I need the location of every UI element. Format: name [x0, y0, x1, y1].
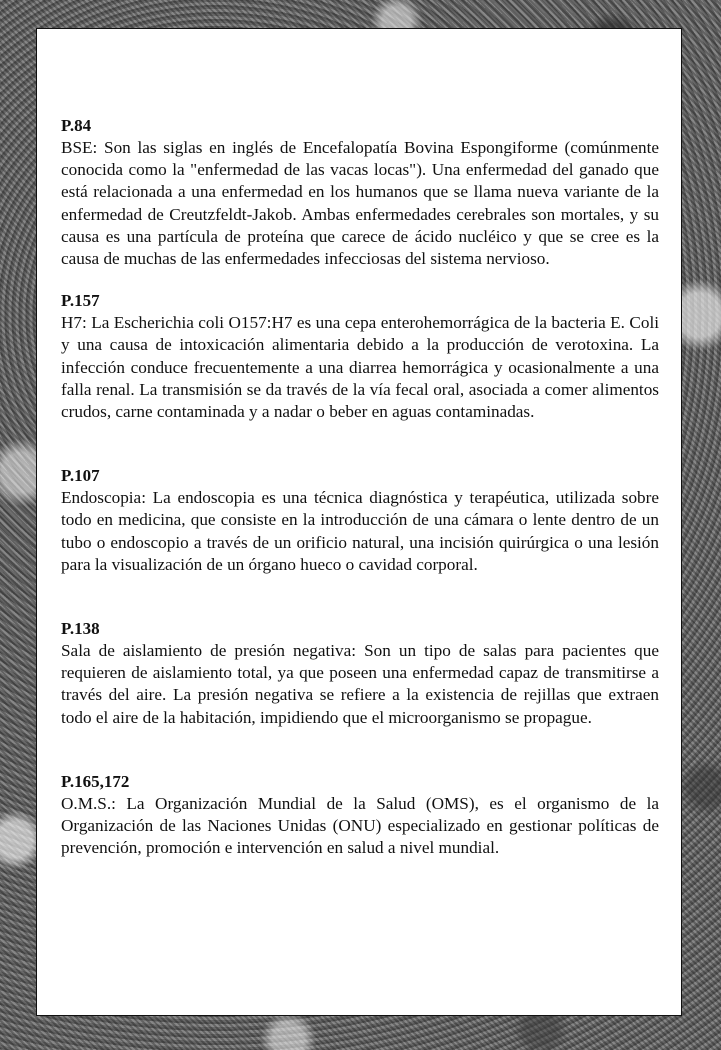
glossary-content	[61, 115, 659, 859]
entry-definition: Sala de aislamiento de presión negativa: Son un tipo de salas para pacientes que requieren de aislamiento total, ya que poseen una enfermedad capaz de transmitirse a través del aire. La presión negativa se refiere a la existencia de rejillas que extraen todo el aire de la habitación, impidiendo que el microorganismo se propague.	[61, 641, 659, 727]
entry-definition: BSE: Son las siglas en inglés de Encefalopatía Bovina Espongiforme (comúnmente conocida como la "enfermedad de las vacas locas"). Una enfermedad del ganado que está relacionada a una enfermedad en los humanos que se llama nueva variante de la enfermedad de Creutzfeldt-Jakob. Ambas enfermedades cerebrales son mortales, y su causa es una partícula de proteína que carece de ácido nucléico y que se cree es la causa de muchas de las enfermedades infecciosas del sistema nervioso.	[61, 138, 659, 269]
entry-page-reference: P.157	[61, 291, 100, 311]
glossary-entry	[61, 618, 659, 729]
glossary-entry	[61, 465, 659, 576]
entry-definition: H7: La Escherichia coli O157:H7 es una cepa enterohemorrágica de la bacteria E. Coli y una causa de intoxicación alimentaria debido a la producción de verotoxina. La infección conduce frecuentemente a una diarrea hemorrágica y ocasionalmente a una falla renal. La transmisión se da través de la vía fecal oral, asociada a comer alimentos crudos, carne contaminada y a nadar o beber en aguas contaminadas.	[61, 313, 659, 422]
glossary-page	[36, 28, 682, 1016]
entry-page-reference: P.107	[61, 466, 100, 486]
entry-page-reference: P.84	[61, 116, 92, 135]
entry-definition: O.M.S.: La Organización Mundial de la Salud (OMS), es el organismo de la Organización de las Naciones Unidas (ONU) especializado en gestionar políticas de prevención, promoción e intervención en salud a nivel mundial.	[61, 793, 659, 858]
glossary-entry	[61, 771, 659, 860]
glossary-entry	[61, 290, 659, 423]
entry-page-reference: P.138	[61, 619, 100, 639]
glossary-entry	[61, 115, 659, 270]
entry-page-reference: P.165,172	[61, 771, 130, 791]
entry-definition: Endoscopia: La endoscopia es una técnica diagnóstica y terapéutica, utilizada sobre todo en medicina, que consiste en la introducción de una cámara o lente dentro de un tubo o endoscopio a través de un orificio natural, una incisión quirúrgica o una lesión para la visualización de un órgano hueco o cavidad corporal.	[61, 488, 659, 574]
